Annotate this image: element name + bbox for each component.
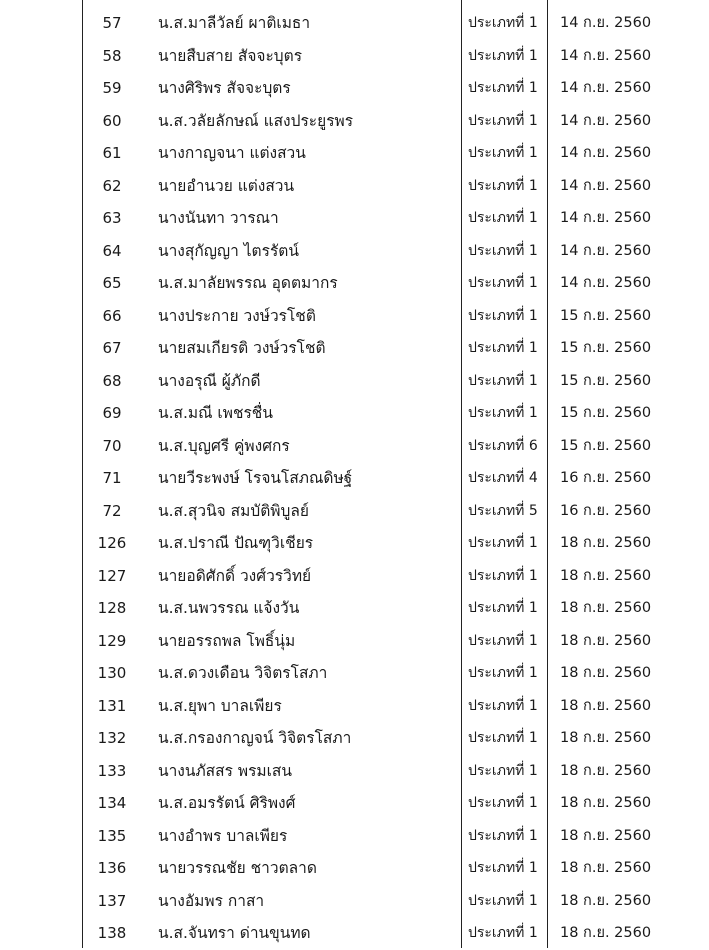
row-number: 134 (97, 794, 127, 812)
category-type: ประเภทที่ 1 (468, 665, 538, 681)
table-row (0, 300, 709, 333)
row-number: 68 (102, 371, 122, 390)
person-name: น.ส.มาลัยพรรณ อุดตมากร (158, 274, 338, 292)
row-number: 59 (102, 79, 122, 97)
table-row (0, 462, 709, 495)
registration-date: 15 ก.ย. 2560 (560, 405, 652, 421)
person-name: น.ส.ดวงเดือน วิจิตรโสภา (158, 664, 328, 682)
category-type: ประเภทที่ 1 (468, 567, 538, 584)
registration-date: 18 ก.ย. 2560 (560, 795, 652, 811)
person-name: น.ส.กรองกาญจน์ วิจิตรโสภา (158, 729, 352, 747)
row-number: 132 (97, 729, 127, 747)
row-number: 71 (102, 469, 122, 487)
person-name: นายอรรถพล โพธิ์นุ่ม (158, 631, 296, 650)
row-number: 66 (102, 306, 122, 325)
table-row (0, 332, 709, 365)
category-type: ประเภทที่ 1 (468, 372, 538, 389)
person-name: น.ส.สุวนิจ สมบัติพิบูลย์ (158, 501, 309, 520)
registration-date: 14 ก.ย. 2560 (560, 210, 652, 226)
category-type: ประเภทที่ 1 (468, 762, 538, 779)
row-number: 129 (97, 631, 127, 650)
row-number: 70 (102, 436, 122, 455)
table-row (0, 72, 709, 105)
registration-date: 18 ก.ย. 2560 (560, 632, 652, 649)
category-type: ประเภทที่ 1 (468, 697, 538, 714)
person-name: นางอำพร บาลเพียร (158, 826, 288, 845)
table-row (0, 7, 709, 40)
row-number: 63 (102, 209, 122, 227)
category-type: ประเภทที่ 6 (468, 437, 538, 454)
row-number: 69 (102, 404, 122, 422)
table-row (0, 40, 709, 73)
registration-date: 18 ก.ย. 2560 (560, 567, 652, 584)
table-row (0, 852, 709, 885)
registration-date: 14 ก.ย. 2560 (560, 15, 652, 31)
table-row (0, 105, 709, 138)
category-type: ประเภทที่ 1 (468, 177, 538, 194)
row-number: 137 (97, 891, 127, 910)
category-type: ประเภทที่ 1 (468, 47, 538, 64)
row-number: 61 (102, 144, 122, 162)
row-number: 136 (97, 859, 127, 877)
table-row (0, 755, 709, 788)
person-name: น.ส.จันทรา ด่านขุนทด (158, 924, 311, 942)
table-row (0, 560, 709, 593)
table-row (0, 170, 709, 203)
person-name: นายวรรณชัย ชาวตลาด (158, 859, 317, 877)
registration-date: 15 ก.ย. 2560 (560, 307, 652, 324)
table-row (0, 495, 709, 528)
table-row (0, 625, 709, 658)
table-row (0, 202, 709, 235)
category-type: ประเภทที่ 1 (468, 145, 538, 161)
category-type: ประเภทที่ 1 (468, 632, 538, 649)
table-row (0, 365, 709, 398)
registration-date: 18 ก.ย. 2560 (560, 892, 652, 909)
person-name: นางประกาย วงษ์วรโชติ (158, 306, 316, 325)
registration-date: 18 ก.ย. 2560 (560, 697, 652, 714)
category-type: ประเภทที่ 1 (468, 80, 538, 96)
person-name: นางอัมพร กาสา (158, 891, 265, 910)
registration-date: 14 ก.ย. 2560 (560, 242, 652, 259)
table-row (0, 267, 709, 300)
table-row (0, 690, 709, 723)
row-number: 131 (97, 696, 127, 715)
registration-date: 14 ก.ย. 2560 (560, 145, 652, 161)
row-number: 135 (97, 826, 127, 845)
row-number: 67 (102, 339, 122, 357)
registration-date: 14 ก.ย. 2560 (560, 112, 652, 129)
person-name: น.ส.นพวรรณ แจ้งวัน (158, 599, 300, 617)
person-name: น.ส.ยุพา บาลเพียร (158, 696, 282, 715)
table-row (0, 917, 709, 950)
table-row (0, 592, 709, 625)
person-name: น.ส.ปราณี ปัณฑุวิเชียร (158, 534, 314, 552)
category-type: ประเภทที่ 1 (468, 600, 538, 616)
category-type: ประเภทที่ 1 (468, 275, 538, 291)
row-number: 57 (102, 14, 122, 32)
table-row (0, 235, 709, 268)
category-type: ประเภทที่ 1 (468, 307, 538, 324)
row-number: 128 (97, 599, 127, 617)
category-type: ประเภทที่ 4 (468, 470, 538, 486)
registration-date: 18 ก.ย. 2560 (560, 860, 652, 876)
table-row (0, 885, 709, 918)
category-type: ประเภทที่ 1 (468, 340, 538, 356)
category-type: ประเภทที่ 1 (468, 827, 538, 844)
table-row (0, 430, 709, 463)
category-type: ประเภทที่ 1 (468, 795, 538, 811)
table-row (0, 527, 709, 560)
registration-date: 18 ก.ย. 2560 (560, 762, 652, 779)
category-type: ประเภทที่ 1 (468, 210, 538, 226)
person-name: นายอดิศักดิ์ วงศ์วรวิทย์ (158, 566, 312, 585)
person-name: นางนภัสสร พรมเสน (158, 761, 292, 780)
table-row (0, 722, 709, 755)
row-number: 138 (97, 924, 127, 942)
category-type: ประเภทที่ 1 (468, 112, 538, 129)
person-name: นางสุกัญญา ไตรรัตน์ (158, 241, 299, 260)
row-number: 133 (97, 761, 127, 780)
registration-date: 18 ก.ย. 2560 (560, 925, 652, 941)
category-type: ประเภทที่ 1 (468, 535, 538, 551)
category-type: ประเภทที่ 1 (468, 405, 538, 421)
person-name: น.ส.มาลีวัลย์ ผาติเมธา (158, 14, 311, 32)
row-number: 127 (97, 566, 127, 585)
registration-date: 16 ก.ย. 2560 (560, 502, 652, 519)
registration-date: 18 ก.ย. 2560 (560, 535, 652, 551)
registration-date: 14 ก.ย. 2560 (560, 177, 652, 194)
person-name: นายอำนวย แต่งสวน (158, 176, 295, 195)
row-number: 64 (102, 241, 122, 260)
registration-date: 18 ก.ย. 2560 (560, 827, 652, 844)
category-type: ประเภทที่ 1 (468, 892, 538, 909)
person-name: น.ส.มณี เพชรชื่น (158, 404, 273, 422)
registration-date: 14 ก.ย. 2560 (560, 275, 652, 291)
person-name: นางศิริพร สัจจะบุตร (158, 79, 291, 97)
person-name: นายสมเกียรติ วงษ์วรโชติ (158, 339, 326, 357)
person-name: นางกาญจนา แต่งสวน (158, 144, 306, 162)
row-number: 126 (97, 534, 127, 552)
person-name: น.ส.บุญศรี คู่พงศกร (158, 436, 290, 455)
registration-date: 18 ก.ย. 2560 (560, 665, 652, 681)
category-type: ประเภทที่ 5 (468, 502, 538, 519)
person-name: นางอรุณี ผู้ภักดี (158, 371, 261, 390)
registration-date: 14 ก.ย. 2560 (560, 80, 652, 96)
row-number: 72 (102, 501, 122, 520)
category-type: ประเภทที่ 1 (468, 860, 538, 876)
category-type: ประเภทที่ 1 (468, 242, 538, 259)
registration-date: 15 ก.ย. 2560 (560, 340, 652, 356)
row-number: 65 (102, 274, 122, 292)
person-name: น.ส.อมรรัตน์ ศิริพงศ์ (158, 794, 296, 812)
registration-date: 18 ก.ย. 2560 (560, 730, 652, 746)
table-row (0, 787, 709, 820)
registration-date: 14 ก.ย. 2560 (560, 47, 652, 64)
row-number: 60 (102, 111, 122, 130)
table-row (0, 657, 709, 690)
category-type: ประเภทที่ 1 (468, 925, 538, 941)
row-number: 130 (97, 664, 127, 682)
category-type: ประเภทที่ 1 (468, 15, 538, 31)
person-name: นางนันทา วารณา (158, 209, 279, 227)
table-row (0, 397, 709, 430)
registration-date: 15 ก.ย. 2560 (560, 437, 652, 454)
person-name: นายสืบสาย สัจจะบุตร (158, 46, 303, 65)
table-row (0, 820, 709, 853)
registration-date: 16 ก.ย. 2560 (560, 470, 652, 486)
registration-date: 18 ก.ย. 2560 (560, 600, 652, 616)
person-name: น.ส.วลัยลักษณ์ แสงประยูรพร (158, 111, 354, 130)
row-number: 58 (102, 46, 122, 65)
row-number: 62 (102, 176, 122, 195)
person-name: นายวีระพงษ์ โรจนโสภณดิษฐ์ (158, 469, 353, 487)
category-type: ประเภทที่ 1 (468, 730, 538, 746)
table-row (0, 137, 709, 170)
registration-date: 15 ก.ย. 2560 (560, 372, 652, 389)
